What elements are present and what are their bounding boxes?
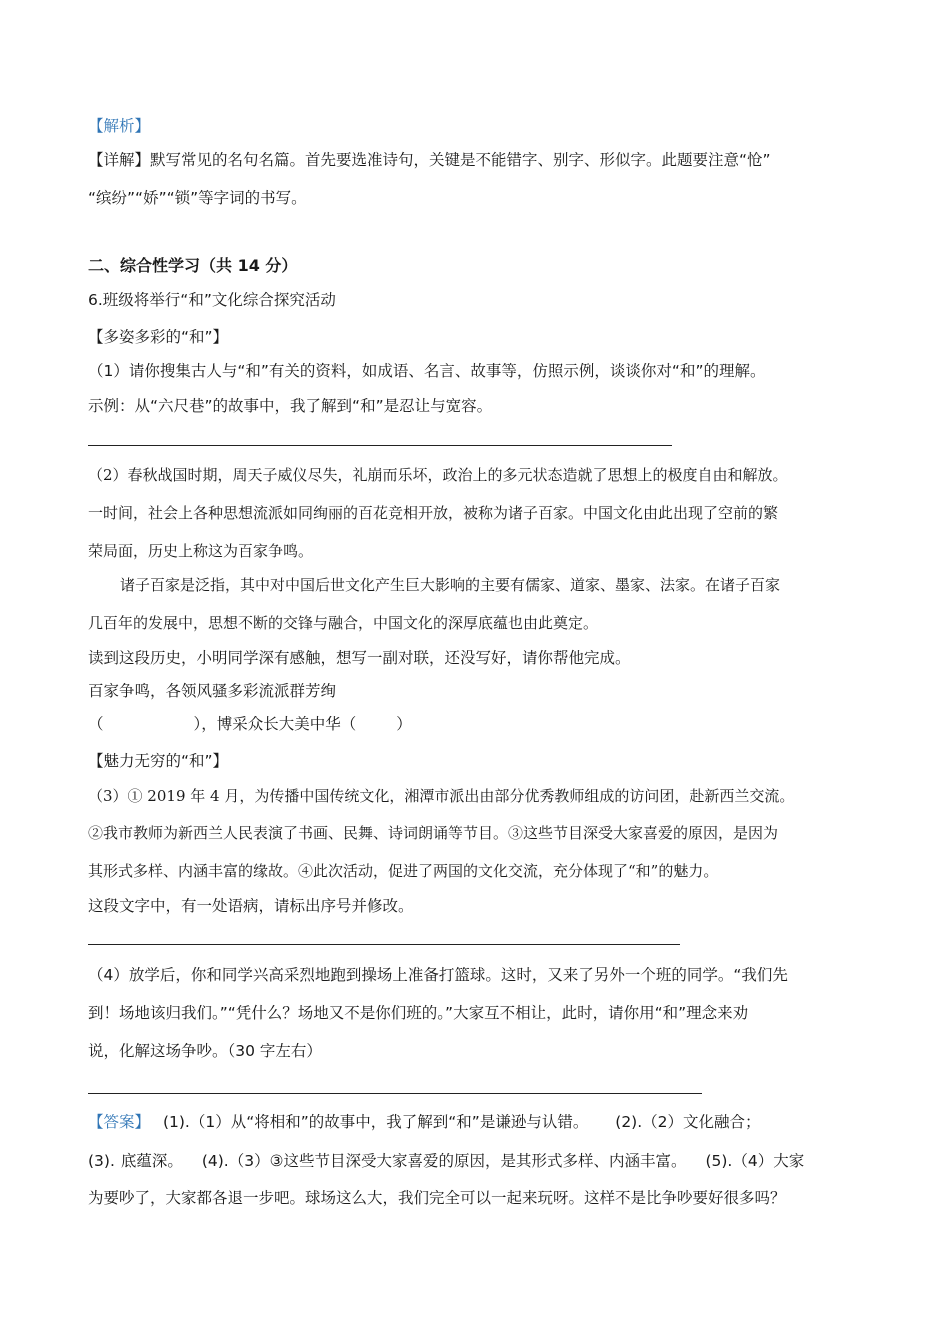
- answer-2: （2）文化融合；: [642, 1113, 761, 1131]
- answer-3: 底蕴深。: [120, 1152, 183, 1170]
- answer-label: 【答案】: [88, 1113, 151, 1131]
- answer-1-number: (1).: [162, 1113, 190, 1131]
- couplet-upper: 百家争鸣，各领风骚多彩流派群芳绚: [88, 682, 337, 700]
- q4-line-2: 到！场地该归我们。”“凭什么？场地又不是你们班的。”大家互不相让，此时，请你用“和”理念来劝: [88, 1004, 749, 1022]
- answer-4: （3）③这些节目深受大家喜爱的原因，是其形式多样、内涵丰富。: [228, 1152, 687, 1170]
- answer-line-row-2: [88, 1151, 804, 1171]
- couplet-lower: [88, 714, 412, 734]
- q2-line-5: 几百年的发展中，思想不断的交锋与融合，中国文化的深厚底蕴也由此奠定。: [88, 614, 599, 632]
- subsection-heading-1: 【多姿多彩的“和”】: [88, 328, 229, 346]
- detail-line-2: “缤纷”“娇”“锁”等字词的书写。: [88, 189, 307, 207]
- answer-line-2: [88, 944, 680, 945]
- answer-line-3: [88, 1093, 702, 1094]
- answer-2-number: (2).: [615, 1113, 643, 1131]
- question-6-title: 6.班级将举行“和”文化综合探究活动: [88, 291, 336, 309]
- q4-line-3: 说，化解这场争吵。（30 字左右）: [88, 1042, 322, 1060]
- answer-1: （1）从“将相和”的故事中，我了解到“和”是谦逊与认错。: [189, 1113, 589, 1131]
- q1-example: 示例：从“六尺巷”的故事中，我了解到“和”是忍让与宽容。: [88, 397, 493, 415]
- couplet-lower-middle: ），博采众长大美中华（: [193, 715, 357, 733]
- subsection-heading-2: 【魅力无穷的“和”】: [88, 752, 229, 770]
- couplet-lower-open: （: [88, 715, 104, 733]
- answer-line-row-3: 为要吵了，大家都各退一步吧。球场这么大，我们完全可以一起来玩呀。这样不是比争吵要好很多吗？: [88, 1189, 786, 1207]
- analysis-label: 【解析】: [88, 117, 151, 135]
- q2-line-1: （2）春秋战国时期，周天子威仪尽失，礼崩而乐坏，政治上的多元状态造就了思想上的极度自由和解放。: [88, 466, 788, 484]
- q2-line-2: 一时间，社会上各种思想流派如同绚丽的百花竞相开放，被称为诸子百家。中国文化由此出现了空前的繁: [88, 504, 779, 522]
- answer-5-number: (5).: [705, 1152, 733, 1170]
- answer-3-number: (3).: [88, 1152, 115, 1170]
- answer-5: （4）大家: [732, 1152, 805, 1170]
- q2-line-4: 诸子百家是泛指，其中对中国后世文化产生巨大影响的主要有儒家、道家、墨家、法家。在诸子百家: [120, 576, 781, 594]
- section-title: 二、综合性学习（共 14 分）: [88, 256, 298, 275]
- q4-line-1: （4）放学后，你和同学兴高采烈地跑到操场上准备打篮球。这时，又来了另外一个班的同学。“我们先: [88, 966, 788, 984]
- detail-line-1: 【详解】默写常见的名句名篇。首先要选准诗句，关键是不能错字、别字、形似字。此题要注意“怆”: [88, 151, 771, 169]
- q3-line-1: （3）① 2019 年 4 月，为传播中国传统文化，湘潭市派出由部分优秀教师组成的访问团，赴新西兰交流。: [88, 787, 795, 805]
- answer-4-number: (4).: [201, 1152, 229, 1170]
- couplet-lower-close: ）: [396, 715, 412, 733]
- answer-line-1: [88, 445, 672, 446]
- q3-prompt: 这段文字中，有一处语病，请标出序号并修改。: [88, 897, 414, 915]
- q1-line-1: （1）请你搜集古人与“和”有关的资料，如成语、名言、故事等，仿照示例，谈谈你对“和”的理解。: [88, 362, 766, 380]
- q3-line-3: 其形式多样、内涵丰富的缘故。④此次活动，促进了两国的文化交流，充分体现了“和”的魅力。: [88, 862, 719, 880]
- q2-line-3: 荣局面，历史上称这为百家争鸣。: [88, 542, 314, 560]
- q3-line-2: ②我市教师为新西兰人民表演了书画、民舞、诗词朗诵等节目。③这些节目深受大家喜爱的原因，是因为: [88, 824, 779, 842]
- q2-prompt: 读到这段历史，小明同学深有感触，想写一副对联，还没写好，请你帮他完成。: [88, 649, 631, 667]
- answer-line-row-1: [88, 1112, 761, 1132]
